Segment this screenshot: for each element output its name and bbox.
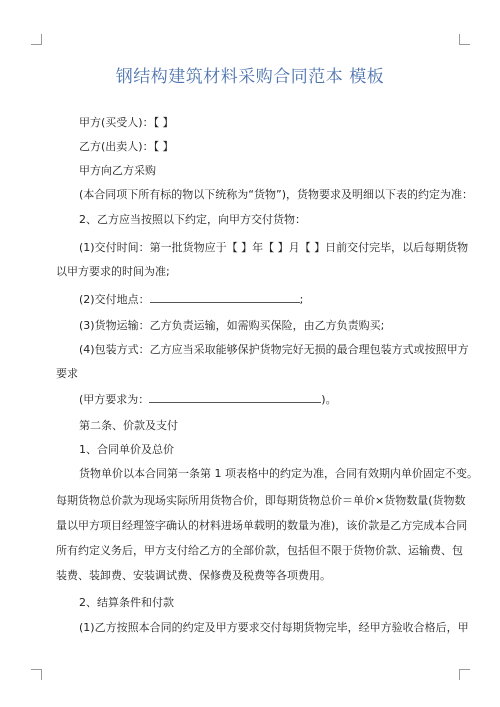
crop-mark-top-right (459, 34, 470, 45)
settlement-para-line-1: (1)乙方按照本合同的约定及甲方要求交付每期货物完毕，经甲方验收合格后，甲 (79, 621, 469, 634)
transport-line: (3)货物运输：乙方负责运输，如需购买保险，由乙方负责购买; (79, 319, 385, 332)
unit-price-para-line-5: 装费、装卸费、安装调试费、保修费及税费等各项费用。 (56, 569, 331, 582)
party-a-requirement-blank[interactable] (149, 392, 321, 403)
unit-price-para-line-3: 量以甲方项目经理签字确认的材料进场单载明的数量为准)，该价款是乙方完成本合同 (56, 519, 468, 532)
delivery-time-line: (1)交付时间：第一批货物应于【 】年【 】月【 】日前交付完毕，以后每期货物 (79, 241, 469, 254)
crop-mark-bottom-right (459, 669, 470, 680)
party-a-requirement-line (79, 392, 337, 407)
clause-2-heading: 2、乙方应当按照以下约定，向甲方交付货物： (79, 213, 306, 226)
party-a-requirement-label: (甲方要求为： (79, 393, 150, 406)
delivery-location-blank[interactable] (150, 292, 300, 303)
crop-mark-bottom-left (31, 669, 42, 680)
unit-price-para-line-1: 货物单价以本合同第一条第 1 项表格中的约定为准，合同有效期内单价固定不变。 (79, 467, 478, 480)
party-a-requirement-end: )。 (321, 393, 337, 406)
purchase-line: 甲方向乙方采购 (79, 164, 156, 177)
article-2-heading: 第二条、价款及支付 (79, 419, 178, 432)
packaging-line: (4)包装方式：乙方应当采取能够保护货物完好无损的最合理包装方式或按照甲方 (79, 343, 469, 356)
delivery-location-label: (2)交付地点： (79, 293, 150, 306)
party-b-line: 乙方(出卖人)：【 】 (79, 140, 174, 153)
delivery-location-end: ; (299, 293, 304, 306)
crop-mark-top-left (31, 34, 42, 45)
delivery-time-line-cont: 以甲方要求的时间为准; (56, 265, 170, 278)
unit-price-para-line-4: 所有约定义务后，甲方支付给乙方的全部价款，包括但不限于货物价款、运输费、包 (56, 544, 463, 557)
goods-definition-line: (本合同项下所有标的物以下统称为“货物”)，货物要求及明细以下表的约定为准： (79, 188, 473, 201)
document-title: 钢结构建筑材料采购合同范本 模板 (115, 67, 385, 87)
unit-price-para-line-2: 每期货物总价款为现场实际所用货物合价，即每期货物总价＝单价×货物数量(货物数 (56, 494, 466, 507)
delivery-location-line (79, 292, 303, 307)
settlement-heading: 2、结算条件和付款 (79, 596, 174, 609)
unit-price-heading: 1、合同单价及总价 (79, 443, 174, 456)
packaging-line-cont: 要求 (56, 367, 78, 380)
party-a-line: 甲方(买受人)：【 】 (79, 116, 174, 129)
